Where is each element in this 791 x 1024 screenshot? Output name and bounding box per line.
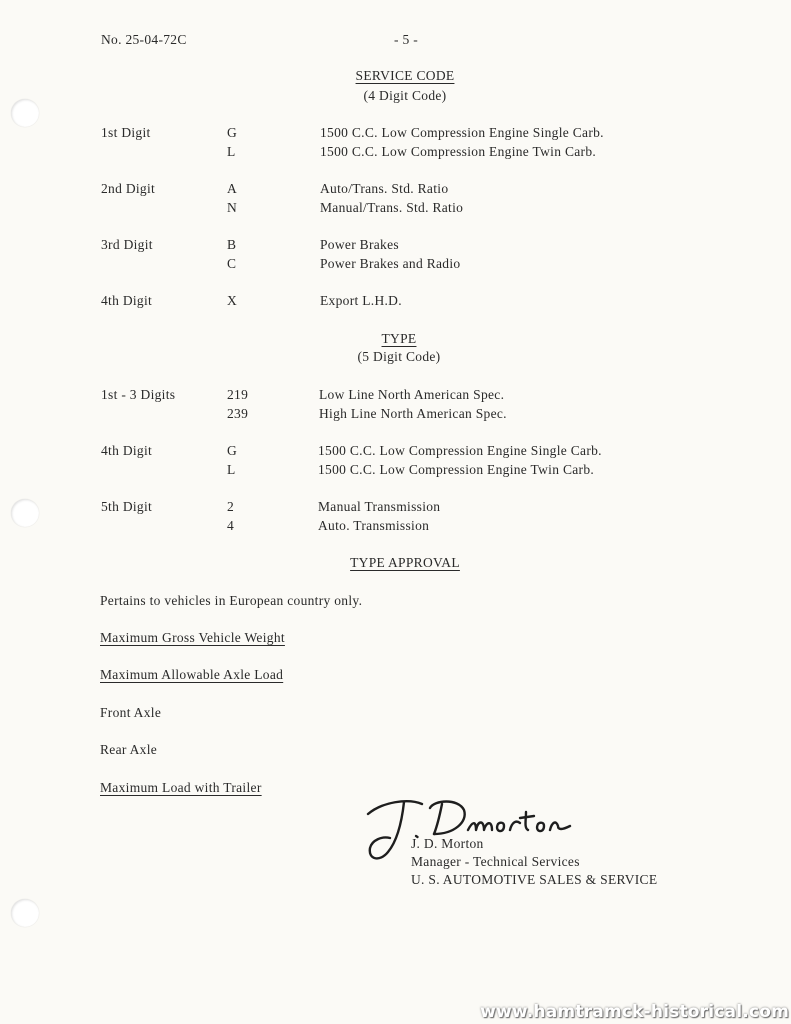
signatory-company: U. S. AUTOMOTIVE SALES & SERVICE: [411, 872, 658, 887]
service-row-position: 3rd Digit: [101, 237, 153, 252]
service-row-description: 1500 C.C. Low Compression Engine Single Carb.: [320, 125, 604, 140]
type-approval-title: TYPE APPROVAL: [350, 555, 460, 570]
type-row-position: 1st - 3 Digits: [101, 387, 176, 402]
binder-hole-top: [11, 99, 39, 127]
type-approval-item: Front Axle: [100, 705, 162, 720]
type-row-code: 239: [227, 406, 249, 421]
type-row-code: L: [227, 462, 236, 477]
service-row-code: X: [227, 293, 238, 308]
service-row-position: 2nd Digit: [101, 181, 156, 196]
service-row-code: C: [227, 256, 237, 271]
service-row-description: 1500 C.C. Low Compression Engine Twin Carb.: [320, 144, 597, 159]
service-row-code: N: [227, 200, 238, 215]
type-approval-intro: Pertains to vehicles in European country only.: [100, 593, 363, 608]
type-row-description: Manual Transmission: [318, 499, 441, 514]
type-row-position: 4th Digit: [101, 443, 153, 458]
service-code-title: SERVICE CODE: [355, 68, 455, 83]
type-row-description: 1500 C.C. Low Compression Engine Single Carb.: [318, 443, 602, 458]
type-row-code: G: [227, 443, 238, 458]
service-row-code: B: [227, 237, 237, 252]
document-number: No. 25-04-72C: [101, 32, 187, 47]
binder-hole-bottom: [11, 899, 39, 927]
service-row-position: 1st Digit: [101, 125, 151, 140]
type-approval-item: Maximum Gross Vehicle Weight: [100, 630, 285, 645]
service-code-subtitle: (4 Digit Code): [363, 88, 447, 103]
signatory-name: J. D. Morton: [411, 836, 484, 851]
service-row-description: Export L.H.D.: [320, 293, 402, 308]
binder-hole-middle: [11, 499, 39, 527]
type-row-description: Low Line North American Spec.: [319, 387, 505, 402]
website-watermark: www.hamtramck-historical.com: [480, 1002, 789, 1022]
service-row-description: Power Brakes and Radio: [320, 256, 461, 271]
service-row-description: Auto/Trans. Std. Ratio: [320, 181, 449, 196]
type-row-description: High Line North American Spec.: [319, 406, 507, 421]
service-row-description: Manual/Trans. Std. Ratio: [320, 200, 464, 215]
type-approval-item: Maximum Load with Trailer: [100, 780, 262, 795]
type-subtitle: (5 Digit Code): [357, 349, 441, 364]
service-row-code: L: [227, 144, 236, 159]
type-row-description: 1500 C.C. Low Compression Engine Twin Carb.: [318, 462, 595, 477]
service-row-description: Power Brakes: [320, 237, 399, 252]
type-row-description: Auto. Transmission: [318, 518, 430, 533]
type-row-code: 4: [227, 518, 235, 533]
service-row-position: 4th Digit: [101, 293, 153, 308]
type-row-code: 2: [227, 499, 235, 514]
type-row-code: 219: [227, 387, 249, 402]
service-row-code: G: [227, 125, 238, 140]
service-row-code: A: [227, 181, 238, 196]
type-row-position: 5th Digit: [101, 499, 153, 514]
type-approval-item: Rear Axle: [100, 742, 158, 757]
type-title: TYPE: [381, 331, 417, 346]
type-approval-item: Maximum Allowable Axle Load: [100, 667, 284, 682]
signatory-title: Manager - Technical Services: [411, 854, 580, 869]
page-number: - 5 -: [394, 32, 418, 47]
